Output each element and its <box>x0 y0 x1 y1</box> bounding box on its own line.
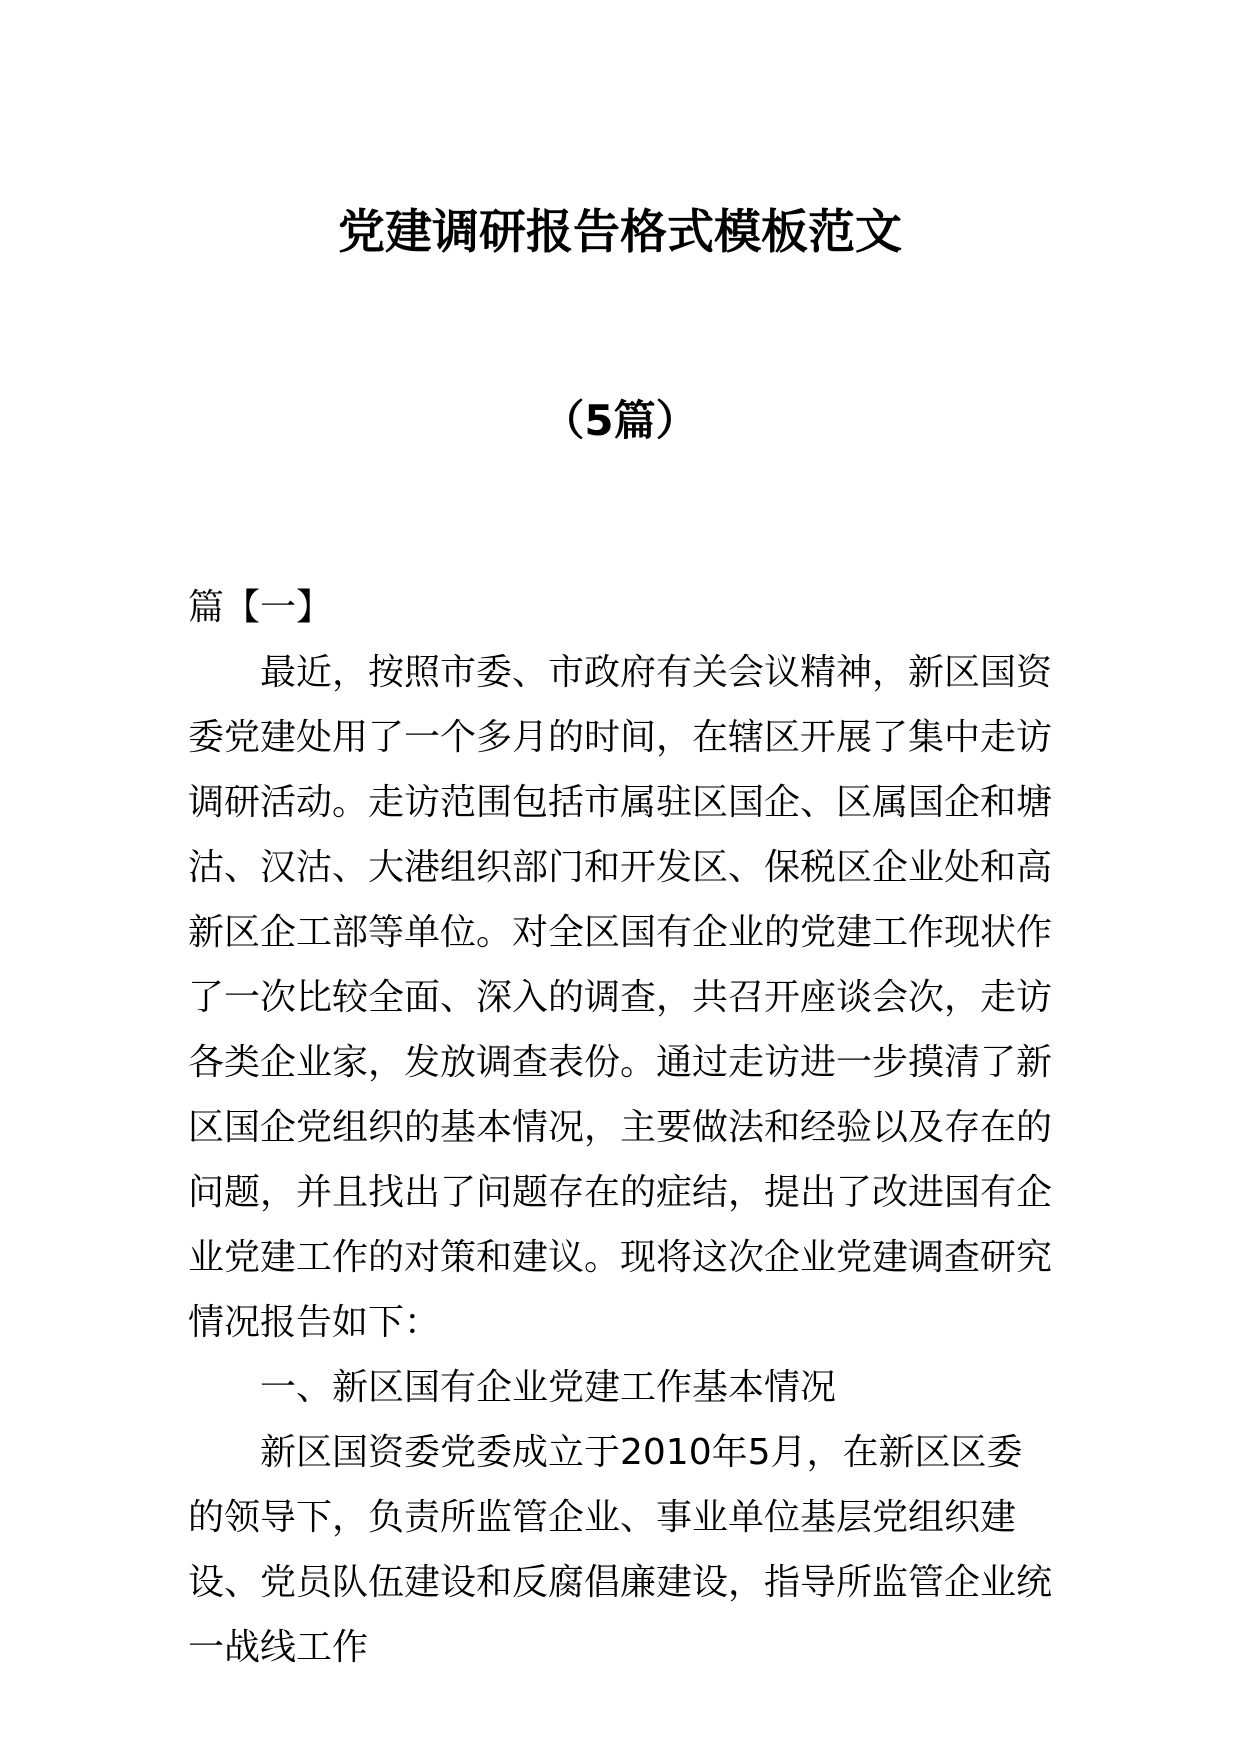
paragraph-background: 新区国资委党委成立于2010年5月，在新区区委的领导下，负责所监管企业、事业单位基层党组织建设、党员队伍建设和反腐倡廉建设，指导所监管企业统一战线工作 <box>188 1432 1053 1668</box>
paragraph-intro: 最近，按照市委、市政府有关会议精神，新区国资委党建处用了一个多月的时间，在辖区开展了集中走访调研活动。走访范围包括市属驻区国企、区属国企和塘沽、汉沽、大港组织部门和开发区、保税区企业处和高新区企工部等单位。对全区国有企业的党建工作现状作了一次比较全面、深入的调查，共召开座谈会次，走访各类企业家，发放调查表份。通过走访进一步摸清了新区国企党组织的基本情况，主要做法和经验以及存在的问题，并且找出了问题存在的症结，提出了改进国有企业党建工作的对策和建议。现将这次企业党建调查研究情况报告如下： <box>188 652 1053 1343</box>
section-heading: 一、新区国有企业党建工作基本情况 <box>260 1367 837 1408</box>
document-title: 党建调研报告格式模板范文 <box>338 205 902 260</box>
document-body <box>188 575 1058 1680</box>
section-label: 篇【一】 <box>188 587 333 628</box>
document-subtitle: （5篇） <box>542 396 698 445</box>
